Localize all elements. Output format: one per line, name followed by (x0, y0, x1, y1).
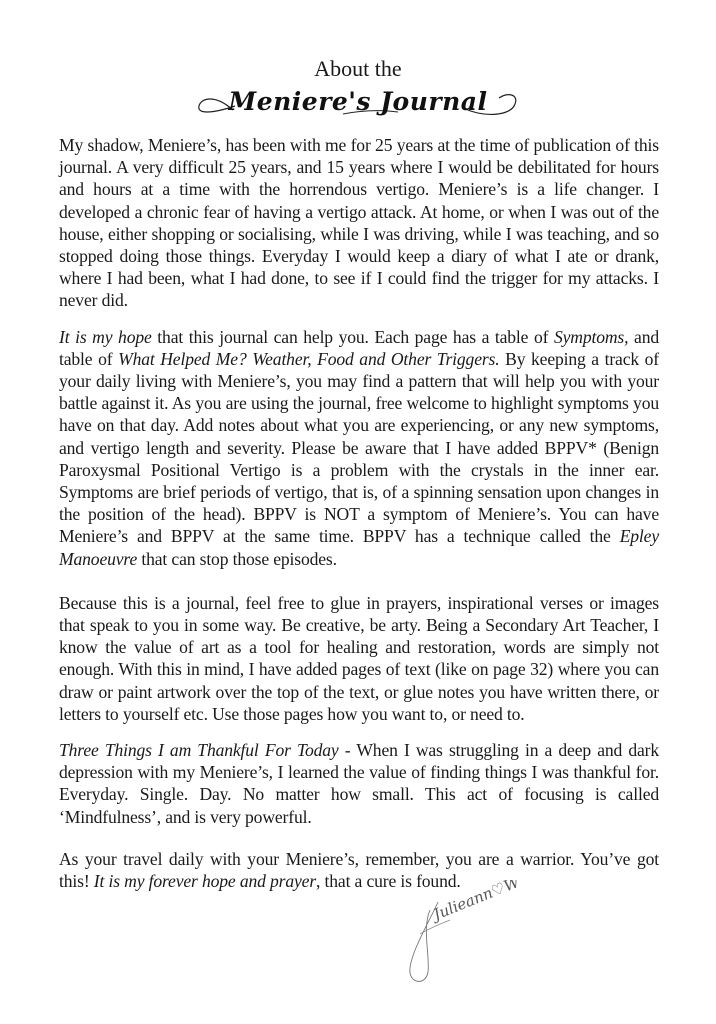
paragraph-history (59, 134, 659, 312)
emphasis-text: It is my hope (59, 326, 152, 347)
heading-title-block (193, 84, 523, 124)
signature-icon (400, 880, 530, 990)
body-text-segment: As your travel daily with your Meniere’s, remember, you are a warrior. You’ve got this! (59, 848, 659, 892)
page-heading (0, 56, 716, 124)
paragraph-closing (59, 848, 659, 892)
body-text-segment: that can stop those episodes. (137, 548, 337, 569)
body-text-segment: - When I was struggling in a deep and dark depression with my Meniere’s, I learned the value of finding things I was thankful for. Everyday. Single. Day. No matter how small. This act of focusing is called ‘Mindfulness’, and is very powerful. (59, 740, 659, 827)
body-text-segment: and table of (59, 326, 659, 369)
body-text-segment: Because this is a journal, feel free to glue in prayers, inspirational verses or images that speak to you in some way. Be creative, be arty. Being a Secondary Art Teacher, I know the value of art as a tool for healing and restoration, words are simply not enough. With this in mind, I have added pages of text (like on page 32) where you can draw or paint artwork over the top of the text, or glue notes you have written there, or letters to yourself etc. Use those pages how you want to, or need to. (59, 592, 659, 724)
body-text-segment: My shadow, Meniere’s, has been with me for 25 years at the time of publication of this journal. A very difficult 25 years, and 15 years where I would be debilitated for hours and hours at a time with the horrendous vertigo. Meniere’s is a life changer. I developed a chronic fear of having a vertigo attack. At home, or when I was out of the house, either shopping or socialising, while I was driving, while I was teaching, and so stopped doing those things. Everyday I would keep a diary of what I ate or drank, where I had been, what I had done, to see if I could find the trigger for my attacks. I never did. (59, 135, 659, 311)
emphasis-text: Symptoms, (553, 326, 629, 347)
page-title: Meniere's Journal (228, 87, 488, 116)
signature-text: Julieann♡W (430, 880, 523, 924)
emphasis-text: Three Things I am Thankful For Today (59, 740, 339, 761)
paragraph-creativity (59, 592, 659, 725)
author-signature (400, 880, 530, 990)
body-text-segment: By keeping a track of your daily living with Meniere’s, you may find a pattern that will help you with your battle against it. As you are using the journal, free welcome to highlight symptoms you have on that day. Add notes about what you are experiencing, or any new symptoms, and vertigo length and severity. Please be aware that I have added BPPV* (Benign Paroxysmal Positional Vertigo is a problem with the crystals in the inner ear. Symptoms are brief periods of vertigo, that is, of a spinning sensation upon changes in the position of the head). BPPV is NOT a symptom of Meniere’s. You can have Meniere’s and BPPV at the same time. BPPV has a technique called the (59, 348, 660, 547)
body-text-segment: that this journal can help you. Each page has a table of (151, 326, 554, 347)
emphasis-text: It is my forever hope and prayer (93, 871, 317, 892)
paragraph-hope (59, 326, 659, 570)
heading-pretitle: About the (314, 56, 402, 81)
paragraph-thankful (59, 739, 659, 828)
body-text-segment: , that a cure is found. (316, 871, 461, 892)
about-body (59, 134, 659, 906)
emphasis-text: Epley Manoeuvre (59, 526, 659, 569)
emphasis-text: What Helped Me? Weather, Food and Other Triggers. (118, 348, 500, 369)
